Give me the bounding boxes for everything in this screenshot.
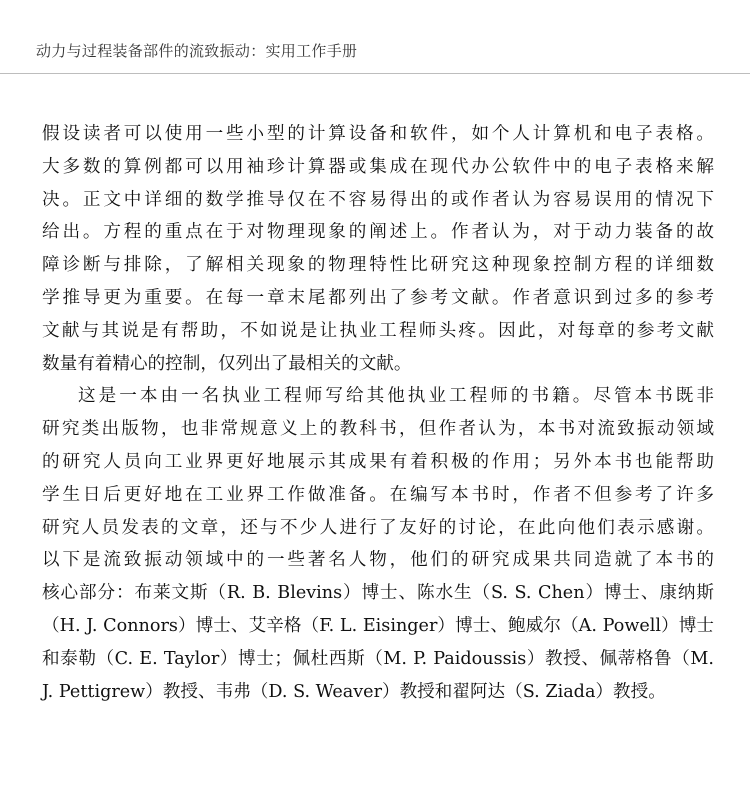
text-line: 学生日后更好地在工业界工作做准备。在编写本书时，作者不但参考了许多 — [42, 484, 714, 505]
text-line: 假设读者可以使用一些小型的计算设备和软件，如个人计算机和电子表格。 — [42, 124, 714, 144]
text-line: （H. J. Connors）博士、艾辛格（F. L. Eisinger）博士、鲍威尔（A. Powell）博士 — [42, 615, 714, 636]
text-line: 和泰勒（C. E. Taylor）博士；佩杜西斯（M. P. Paidoussis）教授、佩蒂格鲁（M. — [42, 648, 714, 669]
text-line: J. Pettigrew）教授、韦弗（D. S. Weaver）教授和翟阿达（S. Ziada）教授。 — [42, 681, 666, 702]
body-text — [42, 118, 714, 708]
text-line: 数量有着精心的控制，仅列出了最相关的文献。 — [42, 353, 412, 374]
paragraph-reader-assumptions — [42, 118, 714, 380]
book-running-title: 动力与过程装备部件的流致振动：实用工作手册 — [36, 42, 358, 60]
text-line: 研究类出版物，也非常规意义上的教科书，但作者认为，本书对流致振动领域 — [42, 419, 714, 440]
text-line: 大多数的算例都可以用袖珍计算器或集成在现代办公软件中的电子表格来解 — [42, 156, 714, 177]
text-line: 给出。方程的重点在于对物理现象的阐述上。作者认为，对于动力装备的故 — [42, 222, 714, 243]
text-line: 这是一本由一名执业工程师写给其他执业工程师的书籍。尽管本书既非 — [78, 386, 714, 407]
text-line: 障诊断与排除，了解相关现象的物理特性比研究这种现象控制方程的详细数 — [42, 255, 714, 276]
text-line: 决。正文中详细的数学推导仅在不容易得出的或作者认为容易误用的情况下 — [42, 189, 714, 210]
paragraph-acknowledgements — [42, 380, 714, 708]
text-line: 的研究人员向工业界更好地展示其成果有着积极的作用；另外本书也能帮助 — [42, 451, 714, 472]
text-line: 文献与其说是有帮助，不如说是让执业工程师头疼。因此，对每章的参考文献 — [42, 320, 714, 341]
text-line: 研究人员发表的文章，还与不少人进行了友好的讨论，在此向他们表示感谢。 — [42, 517, 714, 538]
running-header — [0, 0, 750, 74]
text-line: 核心部分：布莱文斯（R. B. Blevins）博士、陈水生（S. S. Chen）博士、康纳斯 — [42, 583, 714, 604]
text-line: 以下是流致振动领域中的一些著名人物，他们的研究成果共同造就了本书的 — [42, 550, 714, 571]
text-line: 学推导更为重要。在每一章末尾都列出了参考文献。作者意识到过多的参考 — [42, 287, 714, 308]
